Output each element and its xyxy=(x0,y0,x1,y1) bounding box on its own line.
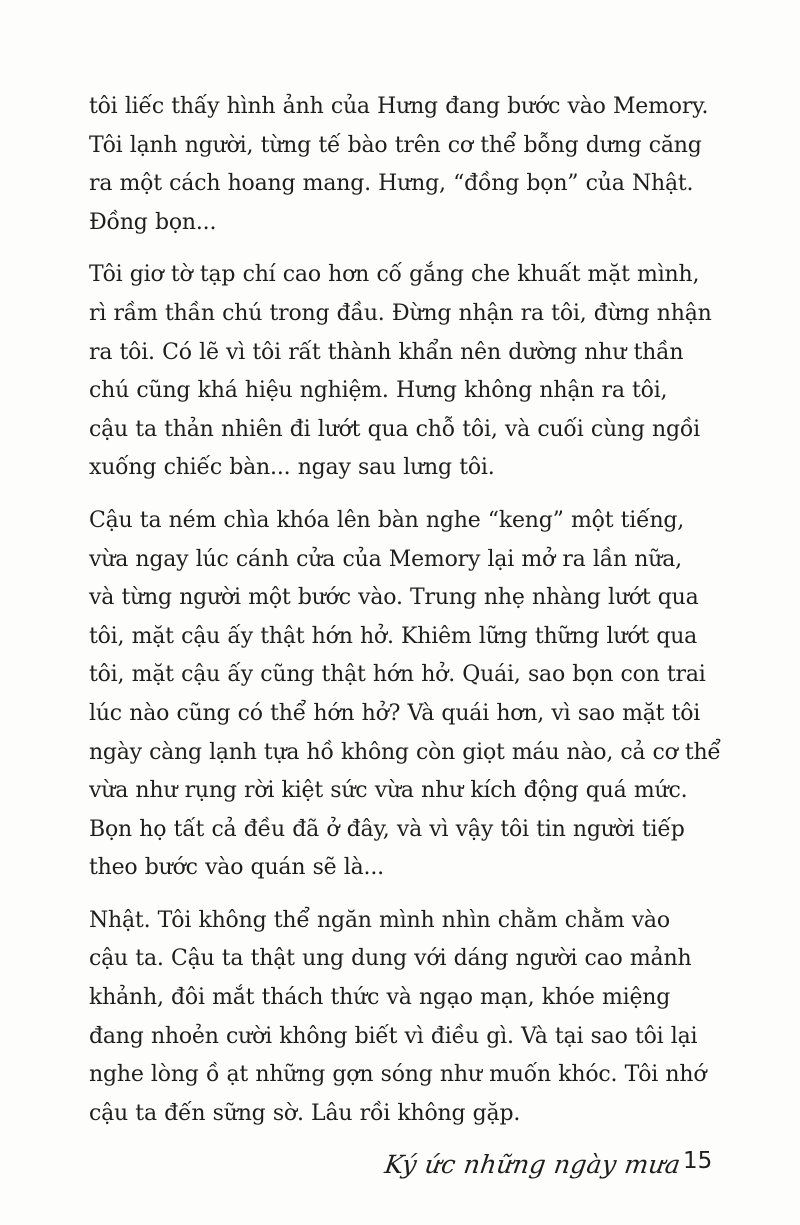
text-line: nghe lòng ồ ạt những gợn sóng như muốn khóc. Tôi nhớ xyxy=(89,1062,707,1088)
text-line: ra tôi. Có lẽ vì tôi rất thành khẩn nên dường như thần xyxy=(89,339,684,365)
paragraph-3 xyxy=(89,502,721,888)
text-line: tôi liếc thấy hình ảnh của Hưng đang bước vào Memory. xyxy=(89,94,709,119)
text-line: lúc nào cũng có thể hớn hở? Và quái hơn, vì sao mặt tôi xyxy=(89,700,701,726)
text-line: Cậu ta ném chìa khóa lên bàn nghe “keng” một tiếng, xyxy=(89,507,685,533)
paragraph-4 xyxy=(89,902,717,1134)
text-line: Bọn họ tất cả đều đã ở đây, và vì vậy tôi tin người tiếp xyxy=(89,816,685,842)
text-line: tôi, mặt cậu ấy cũng thật hớn hở. Quái, sao bọn con trai xyxy=(89,662,706,688)
paragraph-2 xyxy=(89,256,717,488)
text-line: cậu ta. Cậu ta thật ung dung với dáng người cao mảnh xyxy=(89,946,692,972)
text-line: Nhật. Tôi không thể ngăn mình nhìn chằm chằm vào xyxy=(89,907,670,933)
running-footer-book-title: Ký ức những ngày mưa xyxy=(382,1150,683,1179)
text-line: cậu ta đến sững sờ. Lâu rồi không gặp. xyxy=(89,1100,521,1126)
text-line: ra một cách hoang mang. Hưng, “đồng bọn” của Nhật. xyxy=(89,171,694,197)
text-line: rì rầm thần chú trong đầu. Đừng nhận ra tôi, đừng nhận xyxy=(89,300,712,326)
text-line: tôi, mặt cậu ấy thật hớn hở. Khiêm lững thững lướt qua xyxy=(89,623,698,649)
text-line: Tôi giơ tờ tạp chí cao hơn cố gắng che khuất mặt mình, xyxy=(89,262,700,288)
paragraph-1 xyxy=(89,88,717,242)
text-line: vừa như rụng rời kiệt sức vừa như kích động quá mức. xyxy=(89,778,688,804)
text-line: theo bước vào quán sẽ là... xyxy=(89,855,384,881)
text-line: vừa ngay lúc cánh cửa của Memory lại mở ra lần nữa, xyxy=(89,546,682,572)
text-line: và từng người một bước vào. Trung nhẹ nhàng lướt qua xyxy=(89,585,699,611)
text-line: Đồng bọn... xyxy=(89,209,217,235)
page-number: 15 xyxy=(683,1148,713,1174)
text-line: khảnh, đôi mắt thách thức và ngạo mạn, khóe miệng xyxy=(89,985,671,1011)
text-line: xuống chiếc bàn... ngay sau lưng tôi. xyxy=(89,455,495,481)
text-line: đang nhoẻn cười không biết vì điều gì. Và tại sao tôi lại xyxy=(89,1023,698,1049)
text-line: chú cũng khá hiệu nghiệm. Hưng không nhận ra tôi, xyxy=(89,378,668,404)
body-text xyxy=(89,88,721,1133)
text-line: Tôi lạnh người, từng tế bào trên cơ thể bỗng dưng căng xyxy=(89,132,702,158)
text-line: cậu ta thản nhiên đi lướt qua chỗ tôi, và cuối cùng ngồi xyxy=(89,416,701,442)
text-line: ngày càng lạnh tựa hồ không còn giọt máu nào, cả cơ thể xyxy=(89,739,721,765)
